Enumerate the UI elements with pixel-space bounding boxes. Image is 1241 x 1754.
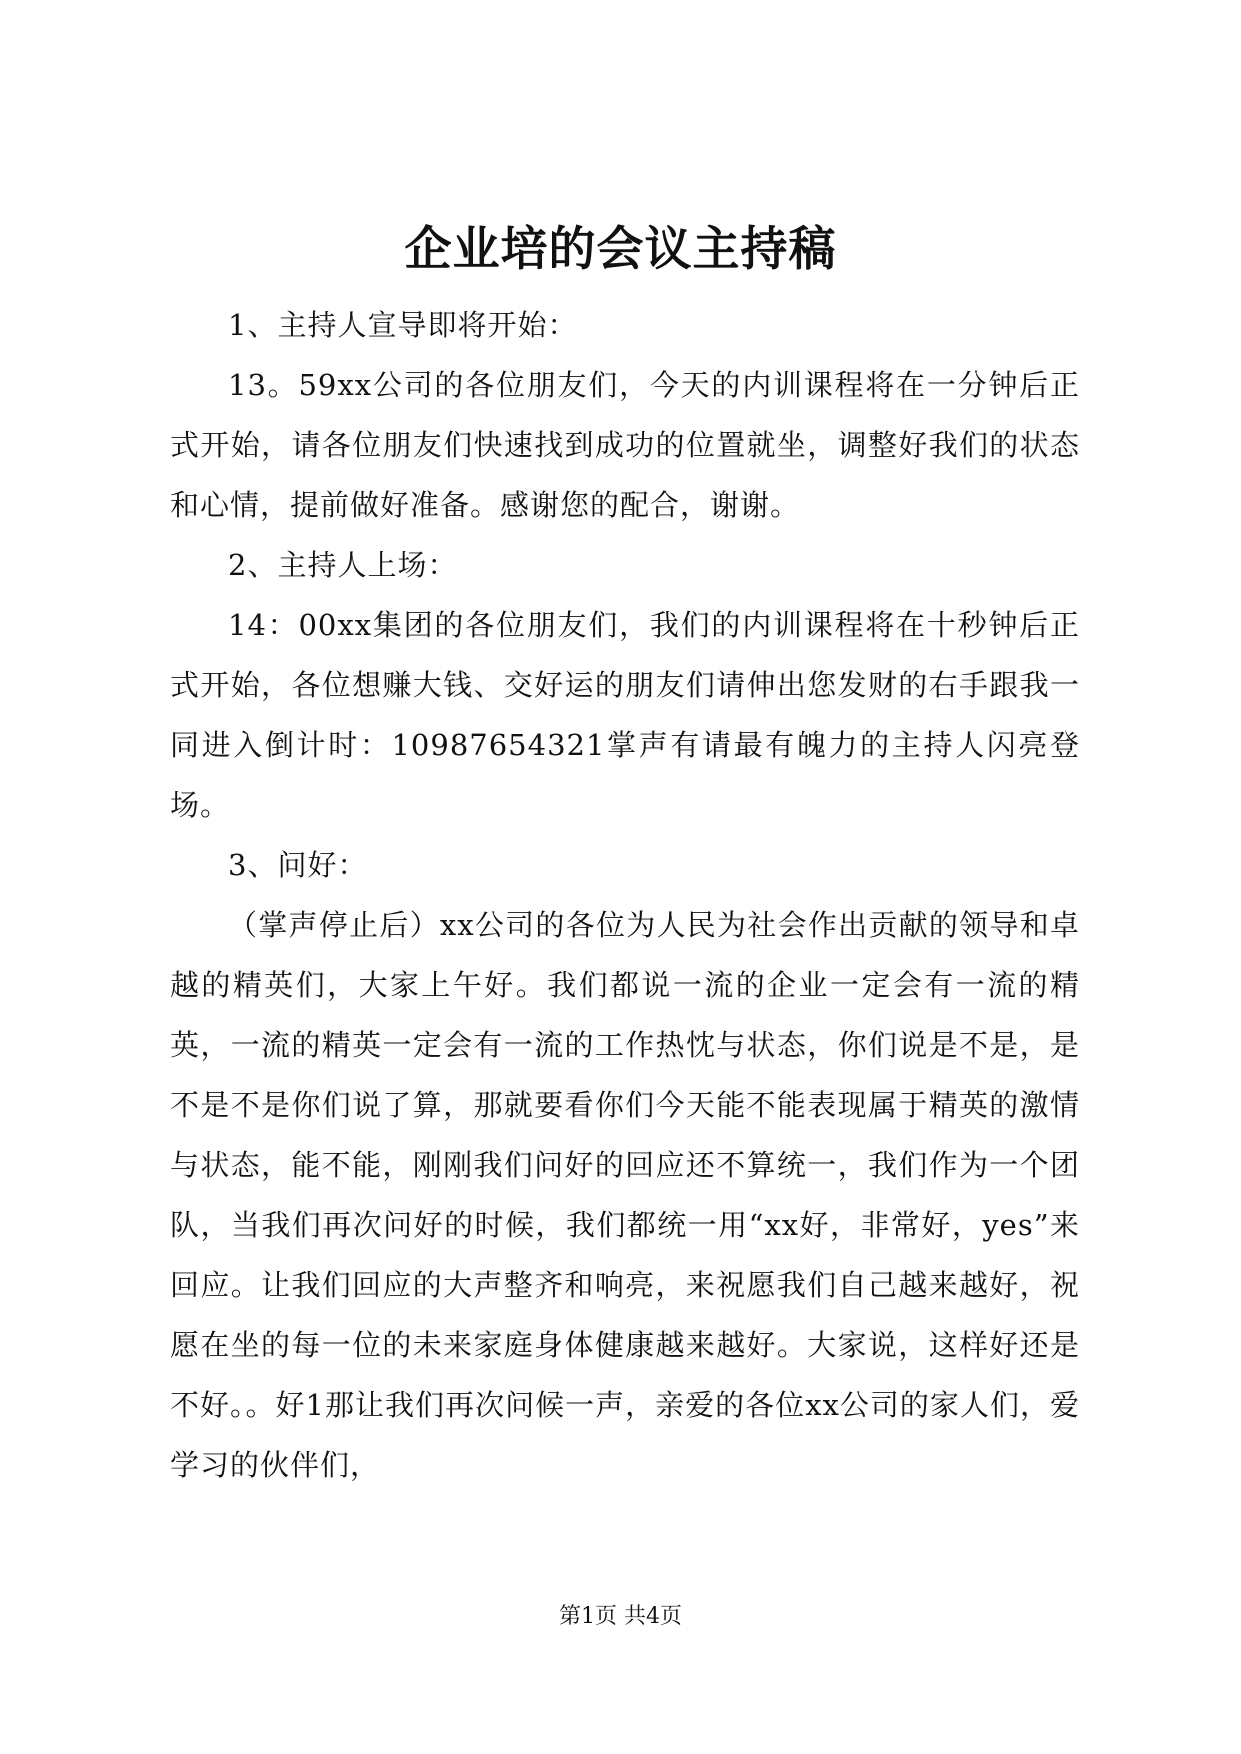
paragraph-4: 14：00xx集团的各位朋友们，我们的内训课程将在十秒钟后正式开始，各位想赚大钱、交好运的朋友们请伸出您发财的右手跟我一同进入倒计时：10987654321掌声有请最有魄力的主持人闪亮登场。: [170, 608, 1080, 822]
paragraph-6: （掌声停止后）xx公司的各位为人民为社会作出贡献的领导和卓越的精英们，大家上午好。我们都说一流的企业一定会有一流的精英，一流的精英一定会有一流的工作热忱与状态，你们说是不是，是不是不是你们说了算，那就要看你们今天能不能表现属于精英的激情与状态，能不能，刚刚我们问好的回应还不算统一，我们作为一个团队，当我们再次问好的时候，我们都统一用“xx好，非常好，yes”来回应。让我们回应的大声整齐和响亮，来祝愿我们自己越来越好，祝愿在坐的每一位的未来家庭身体健康越来越好。大家说，这样好还是不好。。好1那让我们再次问候一声，亲爱的各位xx公司的家人们，爱学习的伙伴们，: [170, 908, 1080, 1482]
paragraph-1: 1、主持人宣导即将开始：: [228, 308, 578, 342]
page-title: 企业培的会议主持稿: [404, 222, 837, 277]
paragraph-2: 13。59xx公司的各位朋友们，今天的内训课程将在一分钟后正式开始，请各位朋友们快速找到成功的位置就坐，调整好我们的状态和心情，提前做好准备。感谢您的配合，谢谢。: [170, 368, 1080, 522]
document-body: [170, 295, 1080, 1495]
paragraph-5: 3、问好：: [228, 848, 368, 882]
paragraph-3: 2、主持人上场：: [228, 548, 458, 582]
page-number-footer: 第1页 共4页: [559, 1604, 682, 1629]
